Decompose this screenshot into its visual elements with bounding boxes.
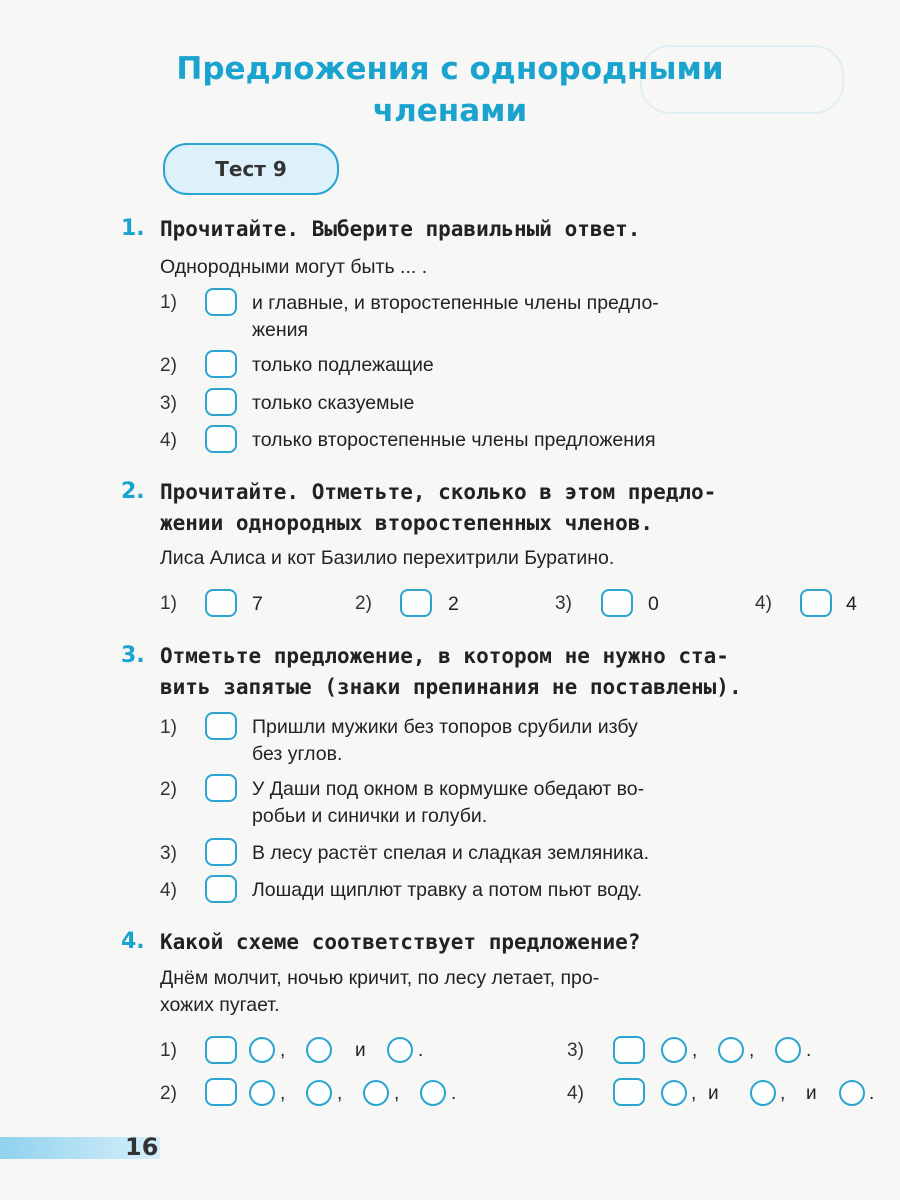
- scheme-separator: ,: [691, 1083, 697, 1104]
- question-4-number: 4.: [121, 929, 145, 954]
- q4-option-4-checkbox[interactable]: [613, 1078, 645, 1106]
- scheme-circle: [775, 1037, 801, 1063]
- q4-option-4-number: 4): [567, 1083, 584, 1104]
- q2-option-4-value: 4: [846, 593, 857, 615]
- test-label: Тест 9: [163, 143, 339, 195]
- scheme-separator: и: [806, 1083, 817, 1104]
- question-1-stem: Однородными могут быть ... .: [160, 256, 428, 278]
- scheme-separator: ,: [692, 1040, 698, 1061]
- scheme-separator: ,: [749, 1040, 755, 1061]
- question-2-prompt-line2: жении однородных второстепенных членов.: [160, 511, 654, 535]
- q3-option-3-checkbox[interactable]: [205, 838, 237, 866]
- scheme-circle: [661, 1080, 687, 1106]
- question-3-number: 3.: [121, 643, 145, 668]
- scheme-separator: ,: [394, 1083, 400, 1104]
- q1-option-2-number: 2): [160, 355, 177, 376]
- q4-option-2-number: 2): [160, 1083, 177, 1104]
- q2-option-2-number: 2): [355, 593, 372, 614]
- scheme-circle: [387, 1037, 413, 1063]
- q1-option-2-checkbox[interactable]: [205, 350, 237, 378]
- page-title-line2: членами: [372, 93, 528, 129]
- question-4-sentence: [160, 965, 878, 1019]
- scheme-end: .: [806, 1040, 812, 1061]
- question-2-prompt-line1: Прочитайте. Отметьте, сколько в этом предло-: [160, 480, 717, 504]
- question-3-prompt-line2: вить запятые (знаки препинания не поставлены).: [160, 675, 742, 699]
- scheme-circle: [249, 1037, 275, 1063]
- q3-option-2-line1: У Даши под окном в кормушке обедают во-: [252, 778, 645, 800]
- q1-option-1-line1: и главные, и второстепенные члены предло-: [252, 292, 659, 314]
- q1-option-4-text: только второстепенные члены предложения: [252, 429, 656, 451]
- scheme-circle: [661, 1037, 687, 1063]
- q1-option-1-line2: жения: [252, 319, 309, 341]
- question-3-prompt: [160, 641, 878, 703]
- q3-option-2-checkbox[interactable]: [205, 774, 237, 802]
- scheme-separator: ,: [337, 1083, 343, 1104]
- scheme-circle: [363, 1080, 389, 1106]
- question-4-sentence-line1: Днём молчит, ночью кричит, по лесу летает, про-: [160, 967, 600, 989]
- question-1-prompt: Прочитайте. Выберите правильный ответ.: [160, 217, 641, 241]
- question-3-prompt-line1: Отметьте предложение, в котором не нужно ста-: [160, 644, 729, 668]
- q3-option-3-number: 3): [160, 843, 177, 864]
- page-number: 16: [125, 1133, 159, 1161]
- q3-option-3-text: В лесу растёт спелая и сладкая земляника.: [252, 842, 650, 864]
- q1-option-4-checkbox[interactable]: [205, 425, 237, 453]
- q3-option-4-number: 4): [160, 880, 177, 901]
- q4-option-1-number: 1): [160, 1040, 177, 1061]
- scheme-circle: [750, 1080, 776, 1106]
- q1-option-1-text: [252, 290, 880, 344]
- q1-option-3-text: только сказуемые: [252, 392, 415, 414]
- q2-option-2-value: 2: [448, 593, 459, 615]
- question-2-prompt: [160, 477, 878, 539]
- q3-option-1-checkbox[interactable]: [205, 712, 237, 740]
- question-2-number: 2.: [121, 479, 145, 504]
- question-2-sentence: Лиса Алиса и кот Базилио перехитрили Буратино.: [160, 547, 615, 569]
- scheme-separator: ,: [280, 1083, 286, 1104]
- q2-option-1-checkbox[interactable]: [205, 589, 237, 617]
- q4-option-3-checkbox[interactable]: [613, 1036, 645, 1064]
- q2-option-3-number: 3): [555, 593, 572, 614]
- scheme-end: .: [869, 1083, 875, 1104]
- q2-option-2-checkbox[interactable]: [400, 589, 432, 617]
- scheme-circle: [718, 1037, 744, 1063]
- scheme-separator: и: [355, 1040, 366, 1061]
- q3-option-2-text: [252, 776, 880, 830]
- q1-option-1-checkbox[interactable]: [205, 288, 237, 316]
- q1-option-4-number: 4): [160, 430, 177, 451]
- scheme-circle: [306, 1037, 332, 1063]
- q3-option-1-line2: без углов.: [252, 743, 343, 765]
- scheme-end: .: [451, 1083, 457, 1104]
- scheme-circle: [839, 1080, 865, 1106]
- scheme-separator: и: [708, 1083, 719, 1104]
- q3-option-2-line2: робьи и синички и голуби.: [252, 805, 488, 827]
- q1-option-2-text: только подлежащие: [252, 354, 434, 376]
- q3-option-4-checkbox[interactable]: [205, 875, 237, 903]
- scheme-separator: ,: [280, 1040, 286, 1061]
- page-title-line1: Предложения с однородными: [176, 51, 724, 87]
- q1-option-3-checkbox[interactable]: [205, 388, 237, 416]
- q1-option-1-number: 1): [160, 292, 177, 313]
- q2-option-1-value: 7: [252, 593, 263, 615]
- scheme-circle: [249, 1080, 275, 1106]
- scheme-end: .: [418, 1040, 424, 1061]
- q3-option-1-number: 1): [160, 717, 177, 738]
- question-4-prompt: Какой схеме соответствует предложение?: [160, 930, 641, 954]
- q4-option-3-number: 3): [567, 1040, 584, 1061]
- q2-option-3-checkbox[interactable]: [601, 589, 633, 617]
- q4-option-1-checkbox[interactable]: [205, 1036, 237, 1064]
- q1-option-3-number: 3): [160, 393, 177, 414]
- q2-option-4-checkbox[interactable]: [800, 589, 832, 617]
- q4-option-2-checkbox[interactable]: [205, 1078, 237, 1106]
- q3-option-1-line1: Пришли мужики без топоров срубили избу: [252, 716, 638, 738]
- q2-option-4-number: 4): [755, 593, 772, 614]
- q2-option-1-number: 1): [160, 593, 177, 614]
- scheme-circle: [420, 1080, 446, 1106]
- page-title: [150, 48, 750, 132]
- q3-option-1-text: [252, 714, 880, 768]
- q2-option-3-value: 0: [648, 593, 659, 615]
- scheme-circle: [306, 1080, 332, 1106]
- question-1-number: 1.: [121, 216, 145, 241]
- scheme-separator: ,: [780, 1083, 786, 1104]
- q3-option-2-number: 2): [160, 779, 177, 800]
- question-4-sentence-line2: хожих пугает.: [160, 994, 280, 1016]
- q3-option-4-text: Лошади щиплют травку а потом пьют воду.: [252, 879, 643, 901]
